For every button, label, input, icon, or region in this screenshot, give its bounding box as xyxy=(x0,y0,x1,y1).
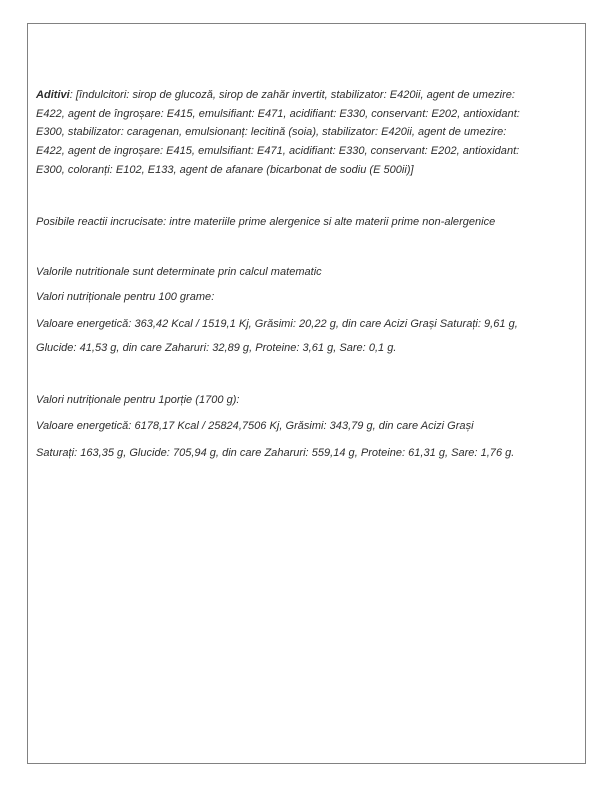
per-portion-heading: Valori nutriționale pentru 1porție (1700 g): xyxy=(36,394,240,406)
cross-reactions-note: Posibile reactii incrucisate: intre materiile prime alergenice si alte materii prime non-alergenice xyxy=(36,216,496,228)
additives-line-4: E422, agent de ingroșare: E415, emulsifiant: E471, acidifiant: E330, conservant: E202, antioxidant: xyxy=(36,145,520,158)
calculation-method-note: Valorile nutritionale sunt determinate prin calcul matematic xyxy=(36,266,322,278)
per-portion-values-line-1: Valoare energetică: 6178,17 Kcal / 25824,7506 Kj, Grăsimi: 343,79 g, din care Acizi Grași xyxy=(36,420,474,432)
additives-line-1-text: : [îndulcitori: sirop de glucoză, sirop de zahăr invertit, stabilizator: E420ii, agent de umezire: xyxy=(69,89,516,101)
per-100g-values-line-2: Glucide: 41,53 g, din care Zaharuri: 32,89 g, Proteine: 3,61 g, Sare: 0,1 g. xyxy=(36,342,397,354)
per-100g-values-line-1: Valoare energetică: 363,42 Kcal / 1519,1 Kj, Grăsimi: 20,22 g, din care Acizi Grași Saturați: 9,61 g, xyxy=(36,318,518,330)
per-100g-values xyxy=(36,312,571,360)
additives-label: Aditivi xyxy=(36,89,70,101)
per-100g-heading: Valori nutriționale pentru 100 grame: xyxy=(36,291,215,303)
additives-line-2: E422, agent de îngroșare: E415, emulsifiant: E471, acidifiant: E330, conservant: E202, antioxidant: xyxy=(36,107,520,120)
additives-line-5: E300, coloranți: E102, E133, agent de afanare (bicarbonat de sodiu (E 500ii)] xyxy=(36,163,414,176)
additives-line-1 xyxy=(36,86,571,105)
additives-line-3: E300, stabilizator: caragenan, emulsionanț: lecitină (soia), stabilizator: E420ii, agent de umezire: xyxy=(36,126,507,139)
additives-paragraph xyxy=(36,86,571,180)
per-portion-values xyxy=(36,413,571,467)
per-portion-values-line-2: Saturați: 163,35 g, Glucide: 705,94 g, din care Zaharuri: 559,14 g, Proteine: 61,31 g, Sare: 1,76 g. xyxy=(36,447,515,459)
